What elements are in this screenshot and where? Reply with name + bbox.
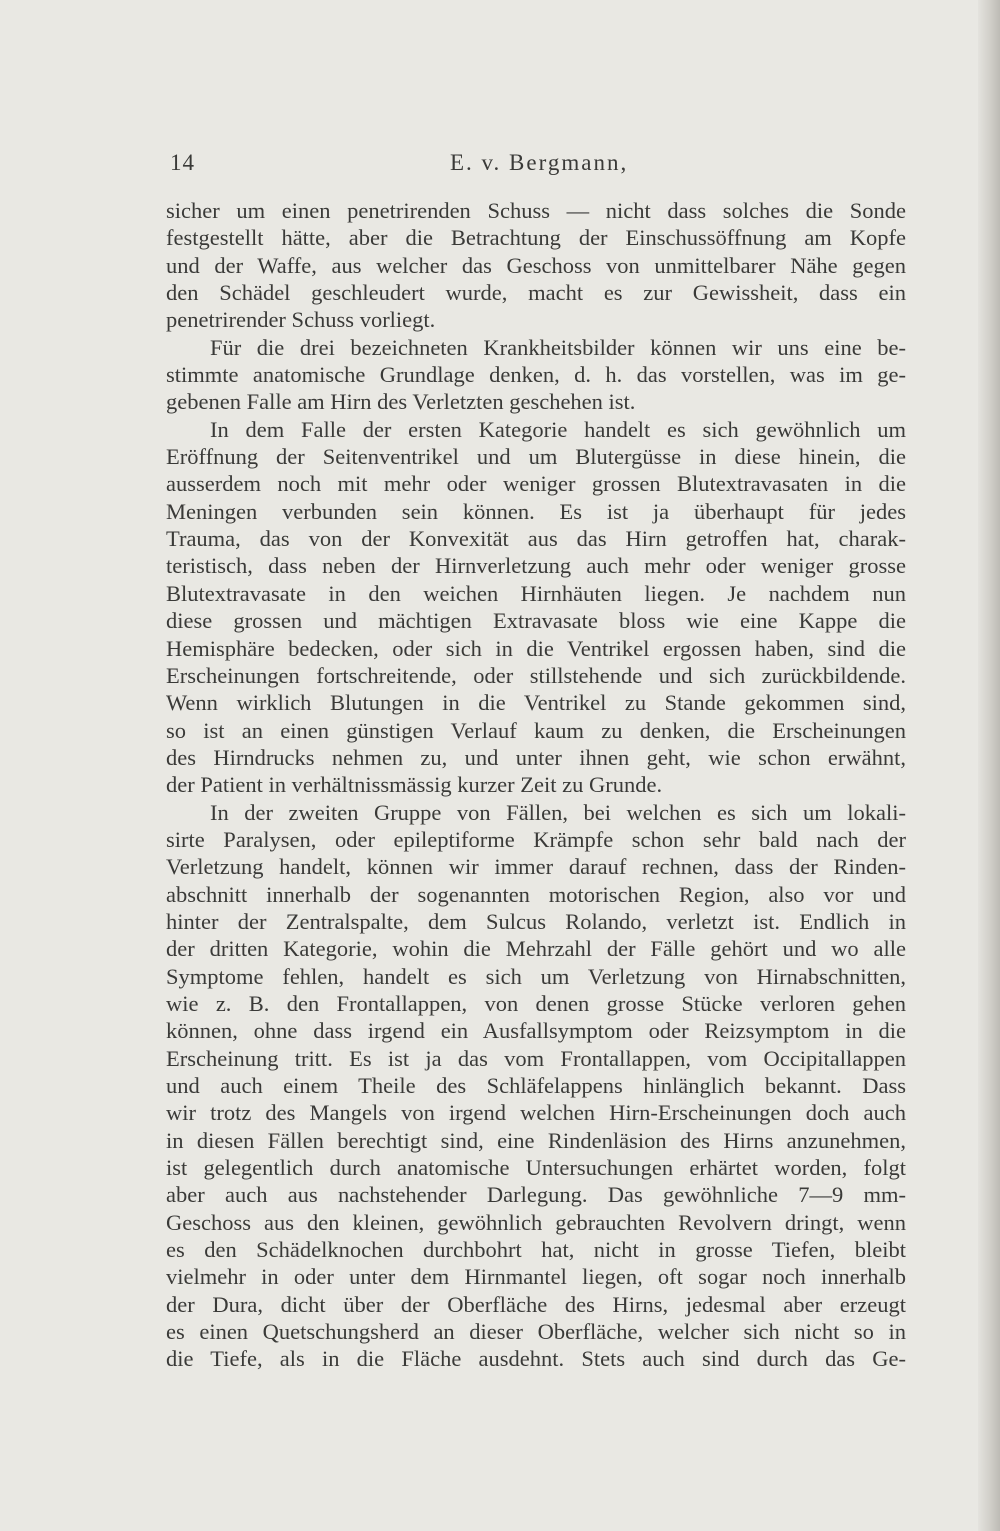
page-edge-shadow bbox=[978, 0, 1000, 1531]
text-line: Verletzung handelt, können wir immer darauf rechnen, dass der Rinden- bbox=[166, 854, 906, 880]
text-line: Eröffnung der Seitenventrikel und um Blutergüsse in diese hinein, die bbox=[166, 444, 906, 470]
text-line: hinter der Zentralspalte, dem Sulcus Rolando, verletzt ist. Endlich in bbox=[166, 908, 906, 934]
text-line: des Hirndrucks nehmen zu, und unter ihnen geht, wie schon erwähnt, bbox=[166, 744, 906, 770]
text-line: Für die drei bezeichneten Krankheitsbilder können wir uns eine be- bbox=[210, 334, 906, 360]
text-line: teristisch, dass neben der Hirnverletzung auch mehr oder weniger grosse bbox=[166, 553, 906, 579]
text-line: Wenn wirklich Blutungen in die Ventrikel zu Stande gekommen sind, bbox=[166, 690, 906, 716]
text-line: Erscheinung tritt. Es ist ja das vom Frontallappen, vom Occipitallappen bbox=[166, 1045, 906, 1071]
text-line: es den Schädelknochen durchbohrt hat, nicht in grosse Tiefen, bleibt bbox=[166, 1237, 906, 1263]
text-line: der Dura, dicht über der Oberfläche des Hirns, jedesmal aber erzeugt bbox=[166, 1291, 906, 1317]
text-line: und auch einem Theile des Schläfelappens hinlänglich bekannt. Dass bbox=[166, 1073, 906, 1098]
text-line: den Schädel geschleudert wurde, macht es zur Gewissheit, dass ein bbox=[166, 280, 906, 306]
text-line: die Tiefe, als in die Fläche ausdehnt. Stets auch sind durch das Ge- bbox=[166, 1346, 906, 1372]
text-line: aber auch aus nachstehender Darlegung. Das gewöhnliche 7—9 mm- bbox=[166, 1182, 906, 1208]
text-line: vielmehr in oder unter dem Hirnmantel liegen, oft sogar noch innerhalb bbox=[166, 1264, 906, 1290]
text-line: sirte Paralysen, oder epileptiforme Krämpfe schon sehr bald nach der bbox=[166, 826, 906, 852]
text-line: so ist an einen günstigen Verlauf kaum zu denken, die Erscheinungen bbox=[166, 717, 906, 743]
text-line: der dritten Kategorie, wohin die Mehrzahl der Fälle gehört und wo alle bbox=[166, 936, 906, 962]
page-header bbox=[170, 150, 900, 180]
page-number: 14 bbox=[170, 150, 195, 175]
text-line: Blutextravasate in den weichen Hirnhäuten liegen. Je nachdem nun bbox=[166, 580, 906, 606]
text-line: ist gelegentlich durch anatomische Untersuchungen erhärtet worden, folgt bbox=[166, 1155, 906, 1181]
text-line: in diesen Fällen berechtigt sind, eine Rindenläsion des Hirns anzunehmen, bbox=[166, 1127, 906, 1153]
text-line: penetrirender Schuss vorliegt. bbox=[166, 307, 436, 333]
text-line: festgestellt hätte, aber die Betrachtung der Einschussöffnung am Kopfe bbox=[166, 225, 906, 251]
text-line: Meningen verbunden sein können. Es ist ja überhaupt für jedes bbox=[166, 498, 906, 524]
running-head: E. v. Bergmann, bbox=[450, 150, 629, 175]
text-line: der Patient in verhältnissmässig kurzer Zeit zu Grunde. bbox=[166, 772, 663, 798]
text-line: abschnitt innerhalb der sogenannten motorischen Region, also vor und bbox=[166, 881, 906, 907]
body-text bbox=[166, 197, 906, 1373]
text-line: Trauma, das von der Konvexität aus das Hirn getroffen hat, charak- bbox=[166, 526, 906, 552]
text-line: können, ohne dass irgend ein Ausfallsymptom oder Reizsymptom in die bbox=[166, 1018, 906, 1044]
text-line: Hemisphäre bedecken, oder sich in die Ventrikel ergossen haben, sind die bbox=[166, 635, 906, 661]
text-line: Symptome fehlen, handelt es sich um Verletzung von Hirnabschnitten, bbox=[166, 963, 906, 989]
text-line: ausserdem noch mit mehr oder weniger grossen Blutextravasaten in die bbox=[166, 471, 906, 497]
text-line: Geschoss aus den kleinen, gewöhnlich gebrauchten Revolvern dringt, wenn bbox=[166, 1209, 906, 1235]
text-line: stimmte anatomische Grundlage denken, d. h. das vorstellen, was im ge- bbox=[166, 362, 906, 388]
text-line: wir trotz des Mangels von irgend welchen Hirn-Erscheinungen doch auch bbox=[166, 1100, 906, 1126]
text-line: In dem Falle der ersten Kategorie handelt es sich gewöhnlich um bbox=[210, 416, 906, 442]
text-line: sicher um einen penetrirenden Schuss — nicht dass solches die Sonde bbox=[166, 198, 906, 223]
text-line: es einen Quetschungsherd an dieser Oberfläche, welcher sich nicht so in bbox=[166, 1319, 906, 1345]
text-line: Erscheinungen fortschreitende, oder stillstehende und sich zurückbildende. bbox=[166, 662, 906, 688]
text-line: diese grossen und mächtigen Extravasate bloss wie eine Kappe die bbox=[166, 608, 906, 634]
text-line: und der Waffe, aus welcher das Geschoss von unmittelbarer Nähe gegen bbox=[166, 252, 906, 278]
text-line: In der zweiten Gruppe von Fällen, bei welchen es sich um lokali- bbox=[210, 799, 906, 825]
text-line: gebenen Falle am Hirn des Verletzten geschehen ist. bbox=[166, 389, 636, 415]
text-line: wie z. B. den Frontallappen, von denen grosse Stücke verloren gehen bbox=[166, 990, 906, 1016]
